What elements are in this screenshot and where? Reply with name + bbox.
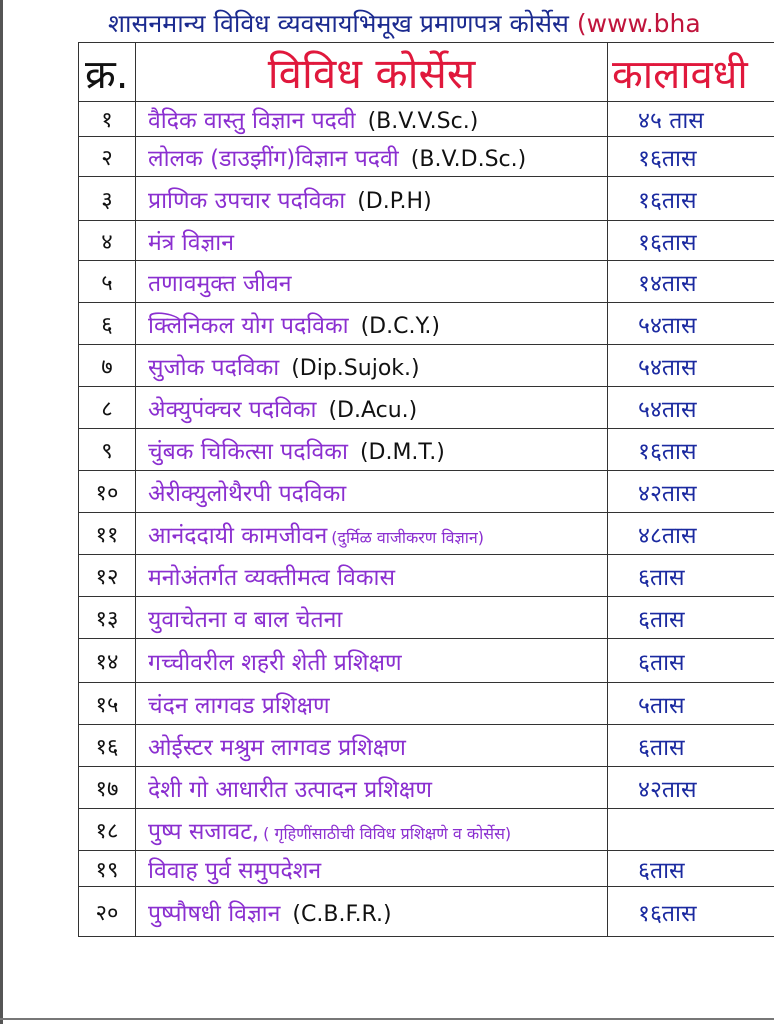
row-number: २ [79, 137, 136, 177]
course-duration: १६तास [608, 177, 774, 221]
course-cell [136, 137, 608, 177]
table-row [79, 345, 774, 387]
row-number: १४ [79, 639, 136, 683]
table-row [79, 597, 774, 639]
course-abbreviation: (B.V.V.Sc.) [367, 109, 479, 134]
course-name: अेक्युपंक्चर पदविका [148, 396, 317, 423]
course-cell [136, 387, 608, 429]
course-duration: ४५ तास [608, 102, 774, 137]
course-name: मंत्र विज्ञान [148, 229, 234, 256]
course-duration: ५४तास [608, 303, 774, 345]
course-abbreviation: (B.V.D.Sc.) [410, 146, 527, 172]
course-duration: ६तास [608, 639, 774, 683]
table-row [79, 887, 774, 937]
table-row [79, 177, 774, 221]
left-page-edge [0, 0, 3, 1024]
course-duration: ६तास [608, 597, 774, 639]
row-number: ७ [79, 345, 136, 387]
row-number: १२ [79, 555, 136, 597]
table-row [79, 429, 774, 471]
table-row [79, 683, 774, 725]
course-name: चुंबक चिकित्सा पदविका [148, 438, 348, 465]
course-name: सुजोक पदविका [148, 354, 280, 381]
row-number: ११ [79, 513, 136, 555]
course-abbreviation: (D.Acu.) [328, 397, 418, 423]
course-cell [136, 725, 608, 767]
table-row [79, 639, 774, 683]
course-cell [136, 767, 608, 809]
row-number: १७ [79, 767, 136, 809]
table-row [79, 387, 774, 429]
table-row [79, 851, 774, 887]
course-name: चंदन लागवड प्रशिक्षण [148, 692, 330, 719]
course-duration: १६तास [608, 137, 774, 177]
course-cell [136, 639, 608, 683]
column-header-courses: विविध कोर्सेस [136, 43, 608, 102]
row-number: १८ [79, 809, 136, 851]
course-duration: ६तास [608, 851, 774, 887]
course-name: मनोअंतर्गत व्यक्तीमत्व विकास [148, 564, 395, 591]
header-website: (www.bha [576, 9, 701, 38]
course-name: प्राणिक उपचार पदविका [148, 187, 346, 214]
header-title: शासनमान्य विविध व्यवसायभिमूख प्रमाणपत्र कोर्सेस [108, 9, 569, 38]
course-cell [136, 809, 608, 851]
course-cell [136, 303, 608, 345]
course-duration: १६तास [608, 887, 774, 937]
course-cell [136, 221, 608, 261]
course-abbreviation: (Dip.Sujok.) [291, 355, 420, 381]
course-cell [136, 851, 608, 887]
course-name: आनंददायी कामजीवन [148, 522, 328, 549]
course-duration: ४२तास [608, 471, 774, 513]
course-cell [136, 345, 608, 387]
row-number: १० [79, 471, 136, 513]
column-header-number: क्र. [79, 43, 136, 102]
table-row [79, 137, 774, 177]
course-duration: ४२तास [608, 767, 774, 809]
course-duration [608, 809, 774, 851]
course-abbreviation: (D.M.T.) [359, 439, 445, 465]
row-number: ५ [79, 261, 136, 303]
table-row [79, 809, 774, 851]
course-cell [136, 177, 608, 221]
table-row [79, 555, 774, 597]
course-cell [136, 261, 608, 303]
course-cell [136, 597, 608, 639]
course-note: ( गृहिणींसाठीची विविध प्रशिक्षणे व कोर्सेस) [263, 823, 512, 843]
page-header [108, 4, 774, 44]
course-cell [136, 513, 608, 555]
course-name: क्लिनिकल योग पदविका [148, 312, 349, 339]
course-duration: ४८तास [608, 513, 774, 555]
row-number: ३ [79, 177, 136, 221]
course-name: अेरीक्युलोथैरपी पदविका [148, 480, 347, 507]
course-cell [136, 471, 608, 513]
row-number: २० [79, 887, 136, 937]
table-header-row [79, 43, 774, 102]
course-name: पुष्प सजावट, [148, 818, 260, 845]
table-row [79, 303, 774, 345]
course-cell [136, 102, 608, 137]
course-name: तणावमुक्त जीवन [148, 270, 292, 297]
course-name: देशी गो आधारीत उत्पादन प्रशिक्षण [148, 776, 432, 803]
row-number: ६ [79, 303, 136, 345]
course-name: वैदिक वास्तु विज्ञान पदवी [148, 108, 356, 134]
courses-table [78, 42, 774, 937]
course-abbreviation: (C.B.F.R.) [292, 901, 392, 927]
course-cell [136, 887, 608, 937]
bottom-page-edge [0, 1018, 774, 1020]
table-row [79, 221, 774, 261]
course-rows [79, 102, 774, 937]
row-number: १३ [79, 597, 136, 639]
course-note: (दुर्मिळ वाजीकरण विज्ञान) [331, 527, 485, 547]
table-row [79, 513, 774, 555]
table-row [79, 261, 774, 303]
course-cell [136, 683, 608, 725]
course-duration: ५४तास [608, 345, 774, 387]
table-row [79, 102, 774, 137]
row-number: ४ [79, 221, 136, 261]
course-name: युवाचेतना व बाल चेतना [148, 606, 343, 633]
column-header-duration: कालावधी [608, 43, 774, 102]
table-row [79, 767, 774, 809]
course-abbreviation: (D.P.H) [357, 188, 432, 214]
course-abbreviation: (D.C.Y.) [360, 313, 441, 339]
course-duration: ६तास [608, 725, 774, 767]
course-name: ओईस्टर मश्रुम लागवड प्रशिक्षण [148, 734, 406, 761]
course-name: लोलक (डाउझींग)विज्ञान पदवी [148, 145, 399, 172]
course-name: विवाह पुर्व समुपदेशन [148, 857, 322, 884]
row-number: १६ [79, 725, 136, 767]
course-duration: १६तास [608, 429, 774, 471]
course-name: पुष्पौषधी विज्ञान [148, 900, 281, 927]
row-number: १९ [79, 851, 136, 887]
course-cell [136, 429, 608, 471]
course-cell [136, 555, 608, 597]
course-duration: ५तास [608, 683, 774, 725]
course-duration: १६तास [608, 221, 774, 261]
course-name: गच्चीवरील शहरी शेती प्रशिक्षण [148, 649, 402, 676]
row-number: १५ [79, 683, 136, 725]
row-number: १ [79, 102, 136, 137]
table-row [79, 471, 774, 513]
course-duration: ६तास [608, 555, 774, 597]
row-number: ८ [79, 387, 136, 429]
row-number: ९ [79, 429, 136, 471]
table-row [79, 725, 774, 767]
course-duration: १४तास [608, 261, 774, 303]
course-duration: ५४तास [608, 387, 774, 429]
